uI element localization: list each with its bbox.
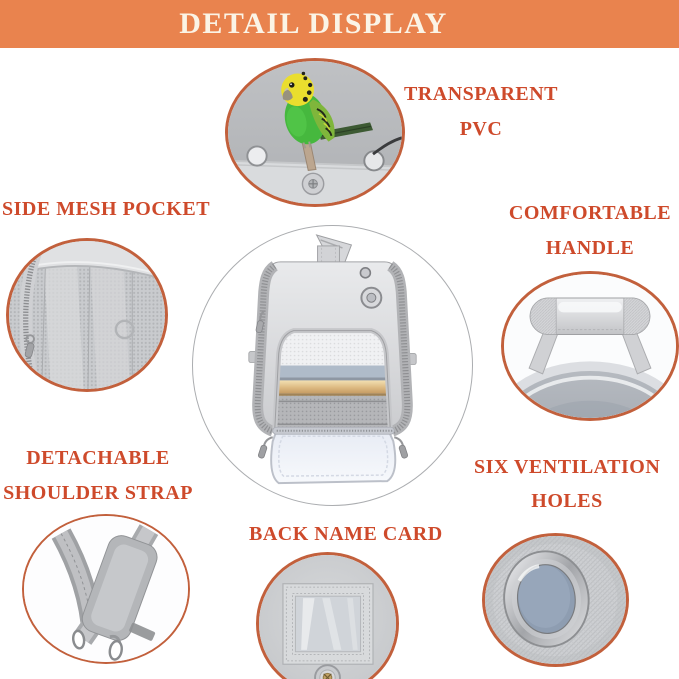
open-bottom-flap <box>258 427 408 483</box>
top-vent-hole-small <box>360 268 370 278</box>
carrier-interior <box>273 366 397 432</box>
card-window-frame <box>283 584 373 664</box>
label-detachable-shoulder-strap: DETACHABLE SHOULDER STRAP <box>3 447 193 504</box>
label-six-ventilation-holes: SIX VENTILATION HOLES <box>474 456 661 512</box>
handle-pad <box>530 298 650 334</box>
label-comfortable-handle: COMFORTABLE HANDLE <box>508 202 672 259</box>
comfortable-handle-photo <box>501 271 679 421</box>
name-card-pocket-illustration <box>259 555 396 679</box>
mesh-pocket-illustration <box>9 241 165 389</box>
vent-grommet-left <box>247 146 266 165</box>
shoulder-strap-illustration <box>24 516 188 662</box>
label-side-mesh-pocket: SIDE MESH POCKET <box>2 198 211 220</box>
transparent-pvc-photo <box>225 58 405 207</box>
main-carrier-photo <box>192 225 473 506</box>
bird-carrier-bag-illustration <box>193 226 472 505</box>
padded-handle-illustration <box>504 274 676 418</box>
shoulder-strap-photo <box>22 514 190 664</box>
title-banner <box>0 0 679 48</box>
vent-grommet-illustration <box>485 536 626 664</box>
label-transparent-pvc: TRANSPARENT PVC <box>403 83 559 140</box>
wooden-perch <box>273 380 397 393</box>
budgie-bird-illustration <box>228 61 402 204</box>
back-name-card-photo <box>256 552 399 679</box>
ventilation-hole-photo <box>482 533 629 667</box>
label-back-name-card: BACK NAME CARD <box>249 523 443 545</box>
page-title: DETAIL DISPLAY <box>179 7 448 40</box>
side-mesh-pocket-photo <box>6 238 168 392</box>
